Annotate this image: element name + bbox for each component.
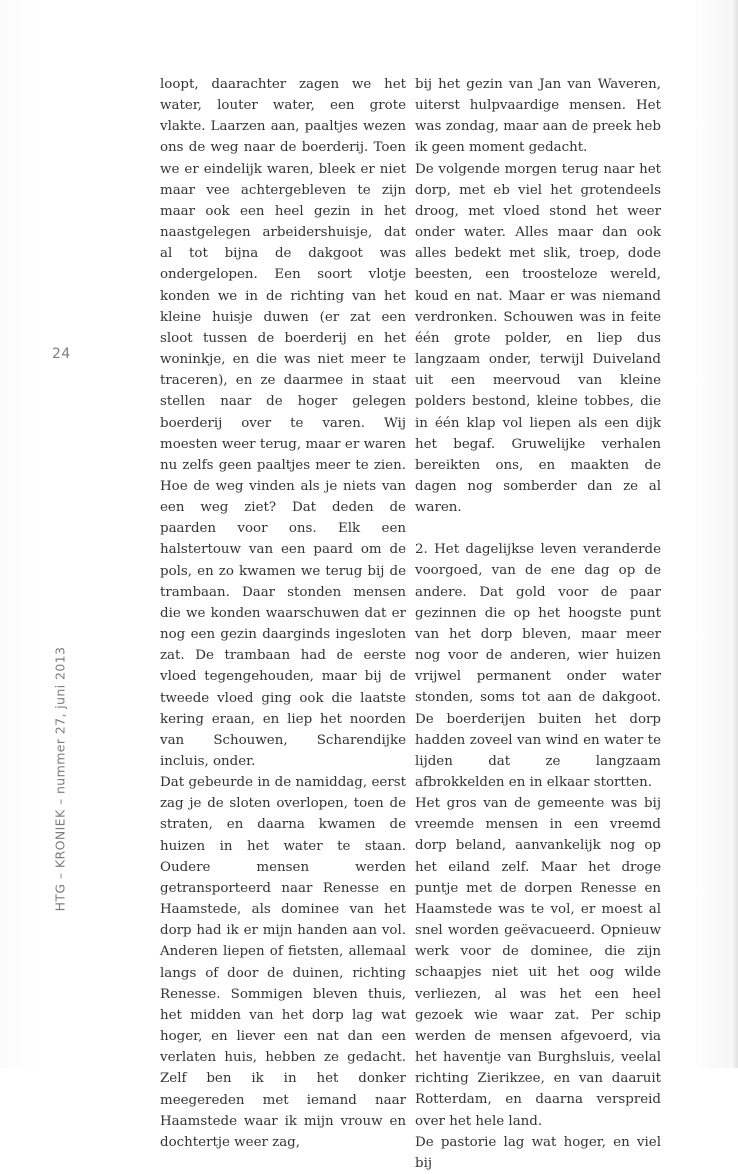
running-head: HTG – KRONIEK – nummer 27, juni 2013 — [52, 646, 68, 912]
paragraph: bij het gezin van Jan van Waveren, uiterst hulpvaardige mensen. Het was zondag, maar aan de preek heb ik geen moment gedacht. — [415, 77, 661, 156]
page-edge-shadow — [730, 0, 738, 1068]
paragraph: Het gros van de gemeente was bij vreemde mensen in een vreemd dorp beland, aanvankelijk nog op het eiland zelf. Maar het droge puntje met de dorpen Renesse en Haamstede was te vol, er moest al snel worden geëvacueerd. Opnieuw werk voor de dominee, die zijn schaapjes niet uit het oog wilde verliezen, al was het een heel gezoek wie waar zat. Per schip werden de mensen afgevoerd, via het haventje van Burghsluis, veelal richting Zierikzee, en van daaruit Rotterdam, en daarna verspreid over het hele land. — [415, 796, 661, 1129]
paragraph: De pastorie lag wat hoger, en viel bij — [415, 1134, 661, 1171]
right-text-column — [415, 74, 661, 1174]
paragraph: De volgende morgen terug naar het dorp, met eb viel het grotendeels droog, met vloed stond het weer onder water. Alles maar dan ook alles bedekt met slik, troep, dode beesten, een troosteloze wereld, koud en nat. Maar er was niemand verdronken. Schouwen was in feite één grote polder, en liep dus langzaam onder, terwijl Duiveland uit een meervoud van kleine polders bestond, kleine tobbes, die in één klap vol liepen als een dijk het begaf. Gruwelijke verhalen bereikten ons, en maakten de dagen nog somberder dan ze al waren. — [415, 161, 661, 516]
left-text-column — [160, 74, 406, 1153]
page-number: 24 — [52, 346, 71, 362]
paragraph: Dat gebeurde in de namiddag, eerst zag je de sloten overlopen, toen de straten, en daarna kwamen de huizen in het water te staan. Oudere mensen werden getransporteerd naar Renesse en Haamstede, als dominee van het dorp had ik er mijn handen aan vol. Anderen liepen of fietsten, allemaal langs of door de duinen, richting Renesse. Sommigen bleven thuis, het midden van het dorp lag wat hoger, en liever een nat dan een verlaten huis, hebben ze gedacht. Zelf ben ik in het donker meegereden met iemand naar Haamstede waar ik mijn vrouw en dochtertje weer zag, — [160, 775, 406, 1150]
paragraph: loopt, daarachter zagen we het water, louter water, een grote vlakte. Laarzen aan, paaltjes wezen ons de weg naar de boerderij. Toen we er eindelijk waren, bleek er niet maar vee achtergebleven te zijn maar ook een heel gezin in het naastgelegen arbeidershuisje, dat al tot bijna de dakgoot was ondergelopen. Een soort vlotje konden we in de richting van het kleine huisje duwen (er zat een sloot tussen de boerderij en het woninkje, en die was niet meer te traceren), en ze daarmee in staat stellen naar de hoger gelegen boerderij over te varen. Wij moesten weer terug, maar er waren nu zelfs geen paaltjes meer te zien. Hoe de weg vinden als je niets van een weg ziet? Dat deden de paarden voor ons. Elk een halstertouw van een paard om de pols, en zo kwamen we terug bij de trambaan. Daar stonden mensen die we konden waarschuwen dat er nog een gezin daarginds ingesloten zat. De trambaan had de eerste vloed tegengehouden, maar bij de tweede vloed ging ook die laatste kering eraan, en liep het noorden van Schouwen, Scharendijke incluis, onder. — [160, 77, 406, 769]
paragraph: 2. Het dagelijkse leven veranderde voorgoed, van de ene dag op de andere. Dat gold voor de paar gezinnen die op het hoogste punt van het dorp bleven, maar meer nog voor de anderen, wier huizen vrijwel permanent onder water stonden, soms tot aan de dakgoot. De boerderijen buiten het dorp hadden zoveel van wind en water te lijden dat ze langzaam afbrokkelden en in elkaar stortten. — [415, 542, 661, 790]
